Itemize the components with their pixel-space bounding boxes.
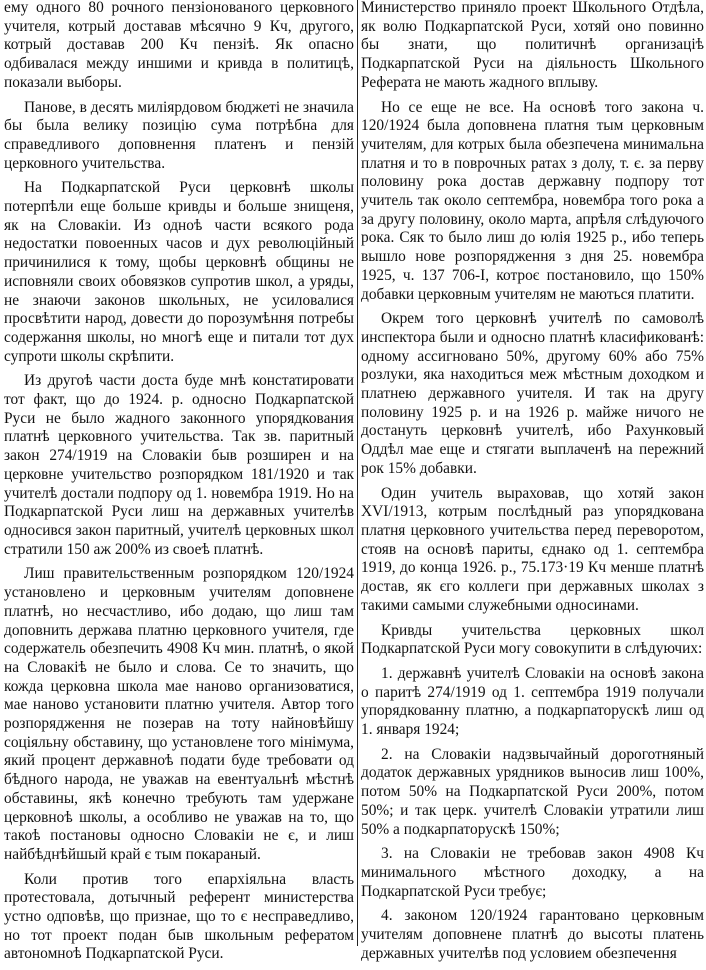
paragraph: Министерство приняло проект Школьного Отдѣла, як волю Подкарпатской Руси, хотяй оно повинно бы знати, що политичнѣ организаціѣ Подкарпатской Руси на діяльность Школьного Реферата не мають жадного вплыву.: [361, 0, 704, 91]
paragraph: Окрем того церковнѣ учителѣ по самоволѣ инспектора были и односно платнѣ класификованѣ: одному ассигновано 50%, другому 60% або 75% розлуки, яка находиться меж мѣстным доходком и платнею державного учителя. И так на другу половину 1925 р. и на 1926 р. майже ничого не достануть церковнѣ учителѣ, ибо Рахунковый Оддѣл мае еще и стягати выплаченѣ на пережний рок 15% добавки.: [361, 310, 704, 477]
paragraph: Панове, в десять миліярдовом бюджеті не значила бы была велику позицію сума потрѣбна для справедливого доповнення платенъ и пензій церковного учительства.: [4, 98, 354, 172]
paragraph: На Подкарпатской Руси церковнѣ школы потерпѣли еще больше кривды и больше знищеня, як на Словакіи. Из одноѣ части всякого рода недостатки повоенных часов и дух революційный причинилися к тому, щобы церковнѣ общины не исповняли своих обовязков супротив школ, а уряды, не знаючи законов школьных, не усиловалися просвѣтити народ, довести до порозумѣння потребы содержання школы, но многѣ еще и питали тот дух супроти школы скрѣпити.: [4, 179, 354, 365]
left-column: [4, 0, 354, 970]
list-item: 4. законом 120/1924 гарантовано церковным учителям доповнене платнѣ до высоты платень державных учителѣв под условием обезпечення: [361, 907, 704, 962]
column-divider: [357, 0, 358, 946]
paragraph: ему одного 80 рочного пензіонованого церковного учителя, котрый доставав мѣсячно 9 Кч, другого, котрый доставав 200 Кч пензіѣ. Як опасно одбивалася между иншими и кривда в политицѣ, показали выборы.: [4, 0, 354, 91]
paragraph: Кривды учительства церковных школ Подкарпатской Руси могу совокупити в слѣдуючих:: [361, 621, 704, 658]
paragraph: Один учитель выраховав, що хотяй закон XVI/1913, котрым послѣдный раз упорядкована платня церковного учительства перед переворотом, стояв на основѣ париты, єднако од 1. септембра 1919, до конца 1926. р., 75.173·19 Кч менше платнѣ достав, як єго коллеги при державных школах з такими самыми служебными односинами.: [361, 484, 704, 614]
list-item: 1. державнѣ учителѣ Словакіи на основѣ закона о паритѣ 274/1919 од 1. септембра 1919 получали упорядкованну платню, а подкарпаторускѣ лиш од 1. января 1924;: [361, 664, 704, 739]
paragraph: Из другоѣ части доста буде мнѣ констатировати тот факт, що до 1924. р. односно Подкарпатской Руси не было жадного законного упорядкования платнѣ церковного учительства. Так зв. паритный закон 274/1919 на Словакіи быв розширен и на церковне учительство розпорядком 181/1920 и так учителѣ достали подпору од 1. новембра 1919. Но на Подкарпатской Руси лиш на державных учителѣв односився закон паритный, учителѣ церковных школ стратили 150 аж 200% из своеѣ платнѣ.: [4, 372, 354, 558]
list-item: 3. на Словакіи не требовав закон 4908 Кч минимального мѣстного доходку, а на Подкарпатской Руси требує;: [361, 845, 704, 900]
paragraph: Лиш правительственным розпорядком 120/1924 установлено и церковным учителям доповнене платнѣ, но несчастливо, ибо додаю, що лиш там доповнить держава платню церковного учителя, где содержатель обезпечить 4908 Кч мин. платнѣ, о якой на Словакіѣ не было и слова. Се то значить, що кожда церковна школа мае наново организоватися, мае наново установити платню учителя. Автор того розпорядження не позерав на тоту найновѣйшу соціяльну обставину, що установлене того мінімума, який процент державноѣ подати буде требовати од бѣдного народа, не уважав на евентуальнѣ мѣстнѣ обставины, якѣ конечно требують там удержане церковноѣ школы, а особливо не уважав на то, що такоѣ постановы односно Словакіи не є, и лиш найбѣднѣйшый край є тым покараный.: [4, 565, 354, 863]
paragraph: Коли против того епархіяльна власть протестовала, дотычный референт министерства устно одповѣв, що признае, що то є несправедливо, но тот проект подан быв школьным рефератом автономноѣ Подкарпатской Руси.: [4, 870, 354, 963]
paragraph: Но се еще не все. На основѣ того закона ч. 120/1924 была доповнена платня тым церковным учителям, для котрых была обезпечена минимальна платня и то в поврочных ратах з долу, т. є. за перву половину рока достав державну подпору тот учитель так около септембра, новембра того рока а за другу половину, около марта, апрѣля слѣдуючого рока. Сяк то было лиш до юлія 1925 р., ибо теперь вышло нове розпорядження з дня 25. новембра 1925, ч. 137 706-І, котроє постановило, що 150% добавки церковным учителям не маються платити.: [361, 98, 704, 303]
list-item: 2. на Словакіи надзвычайный дороготняный додаток державных урядников выносив лиш 100%, потом 50% на Подкарпатской Руси 200%, потом 50%; и так церк. учителѣ Словакіи утратили лиш 50% а подкарпаторускѣ 150%;: [361, 745, 704, 838]
right-column: [361, 0, 704, 969]
